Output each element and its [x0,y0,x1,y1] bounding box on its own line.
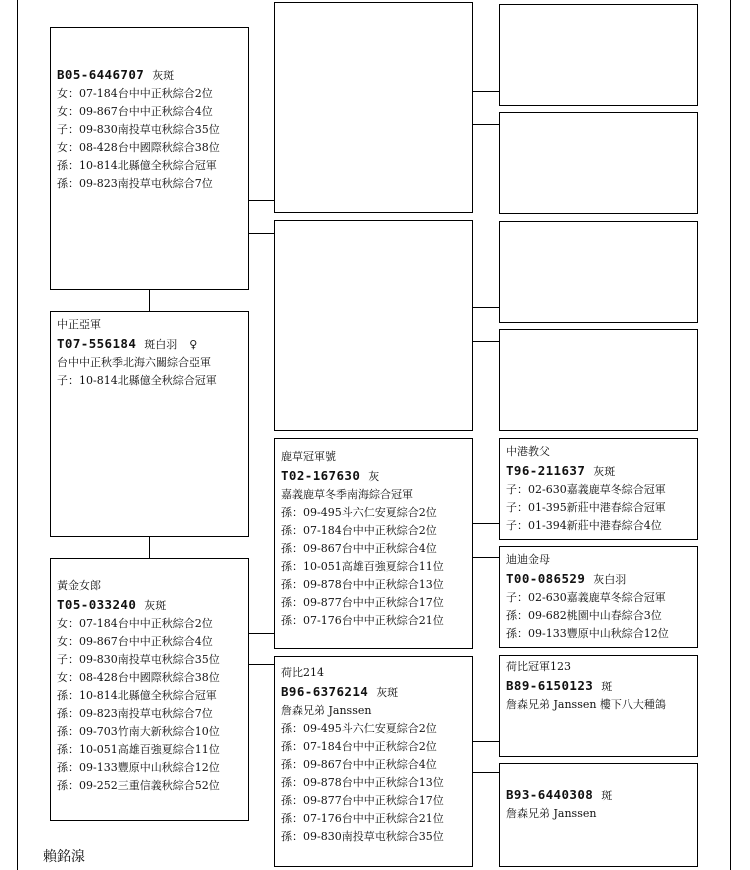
connector [472,307,499,308]
ring-number: B89-6150123 [506,678,594,693]
record-line: 孫：09-877台中中正秋綜合17位 [281,596,444,609]
pedigree-box-empty [274,2,473,213]
connector [472,741,499,742]
plumage-color: 斑白羽 [144,338,178,351]
bird-title: 中港教父 [506,445,550,458]
record-line: 女：08-428台中國際秋綜合38位 [57,671,220,684]
pedigree-box-granddam [274,656,473,867]
ring-number: B05-6446707 [57,67,145,82]
connector [472,91,499,92]
plumage-color: 灰 [368,470,380,483]
record-line: 台中中正秋季北海六關綜合亞軍 [57,356,211,369]
record-line: 孫：09-703竹南大新秋綜合10位 [57,725,220,738]
record-line: 孫：10-814北縣億全秋綜合冠軍 [57,159,217,172]
connector [248,233,274,234]
pedigree-box-great-grandsire-2 [499,655,698,757]
ring-number: T00-086529 [506,571,586,586]
record-line: 孫：09-877台中中正秋綜合17位 [281,794,444,807]
plumage-color: 灰斑 [152,69,175,82]
connector [149,289,150,312]
ring-number: B93-6440308 [506,787,594,802]
connector [248,633,274,634]
record-line: 孫：09-682桃園中山春綜合3位 [506,609,662,622]
bird-title: 迪迪金母 [506,553,550,566]
record-line: 詹森兄弟 Janssen [281,704,372,717]
ring-number: T96-211637 [506,463,586,478]
record-line: 女：07-184台中中正秋綜合2位 [57,87,213,100]
record-line: 子：09-830南投草屯秋綜合35位 [57,653,220,666]
connector [472,557,499,558]
connector [248,200,274,201]
pedigree-box-great-granddam [499,546,698,648]
record-line: 孫：09-867台中中正秋綜合4位 [281,542,437,555]
record-line: 子：01-395新莊中港春綜合冠軍 [506,501,666,514]
bird-title: 荷比214 [281,666,324,679]
page-border-right [730,0,731,870]
record-line: 子：10-814北縣億全秋綜合冠軍 [57,374,217,387]
record-line: 孫：10-814北縣億全秋綜合冠軍 [57,689,217,702]
record-line: 女：09-867台中中正秋綜合4位 [57,105,213,118]
record-line: 女：08-428台中國際秋綜合38位 [57,141,220,154]
pedigree-box-great-granddam-2 [499,763,698,867]
plumage-color: 灰斑 [376,686,399,699]
record-line: 詹森兄弟 Janssen 樓下八大種鴿 [506,698,666,711]
connector [149,536,150,559]
pedigree-box-empty [499,221,698,323]
pedigree-box-great-grandsire [499,438,698,540]
record-line: 孫：10-051高雄百強夏綜合11位 [281,560,444,573]
record-line: 孫：10-051高雄百強夏綜合11位 [57,743,220,756]
ring-number: B96-6376214 [281,684,369,699]
connector [472,523,499,524]
record-line: 孫：09-133豐原中山秋綜合12位 [57,761,220,774]
connector [472,341,499,342]
pedigree-box-subject [50,311,249,537]
record-line: 詹森兄弟 Janssen [506,807,597,820]
pedigree-box-grandsire [274,438,473,649]
record-line: 孫：09-823南投草屯秋綜合7位 [57,707,213,720]
bird-title: 中正亞軍 [57,318,101,331]
plumage-color: 灰斑 [144,599,167,612]
bird-title: 黃金女郎 [57,579,101,592]
bird-title: 鹿草冠軍號 [281,450,336,463]
record-line: 孫：07-184台中中正秋綜合2位 [281,524,437,537]
connector [472,772,499,773]
pedigree-box-empty [499,329,698,431]
bird-title: 荷比冠軍123 [506,660,571,673]
record-line: 孫：07-184台中中正秋綜合2位 [281,740,437,753]
record-line: 孫：09-867台中中正秋綜合4位 [281,758,437,771]
record-line: 孫：07-176台中中正秋綜合21位 [281,614,444,627]
plumage-color: 斑 [601,789,613,802]
record-line: 孫：09-495斗六仁安夏綜合2位 [281,722,437,735]
record-line: 嘉義鹿草冬季南海綜合冠軍 [281,488,413,501]
ring-number: T02-167630 [281,468,361,483]
record-line: 子：02-630嘉義鹿草冬綜合冠軍 [506,591,666,604]
record-line: 孫：09-133豐原中山秋綜合12位 [506,627,669,640]
connector [248,664,274,665]
record-line: 孫：09-878台中中正秋綜合13位 [281,776,444,789]
record-line: 孫：09-830南投草屯秋綜合35位 [281,830,444,843]
record-line: 女：07-184台中中正秋綜合2位 [57,617,213,630]
plumage-color: 斑 [601,680,613,693]
record-line: 子：09-830南投草屯秋綜合35位 [57,123,220,136]
record-line: 子：01-394新莊中港春綜合4位 [506,519,662,532]
plumage-color: 灰斑 [593,465,616,478]
record-line: 子：02-630嘉義鹿草冬綜合冠軍 [506,483,666,496]
record-line: 孫：09-252三重信義秋綜合52位 [57,779,220,792]
pedigree-box-sire [50,27,249,290]
record-line: 孫：09-823南投草屯秋綜合7位 [57,177,213,190]
record-line: 孫：07-176台中中正秋綜合21位 [281,812,444,825]
record-line: 女：09-867台中中正秋綜合4位 [57,635,213,648]
record-line: 孫：09-878台中中正秋綜合13位 [281,578,444,591]
sex-symbol: ♀ [189,338,198,351]
ring-number: T07-556184 [57,336,137,351]
pedigree-box-empty [499,4,698,106]
ring-number: T05-033240 [57,597,137,612]
pedigree-box-empty [499,112,698,214]
page-border-left [17,0,18,870]
owner-name: 賴銘湶 [43,849,85,865]
record-line: 孫：09-495斗六仁安夏綜合2位 [281,506,437,519]
plumage-color: 灰白羽 [593,573,627,586]
connector [472,124,499,125]
pedigree-box-empty [274,220,473,431]
pedigree-box-dam [50,558,249,821]
